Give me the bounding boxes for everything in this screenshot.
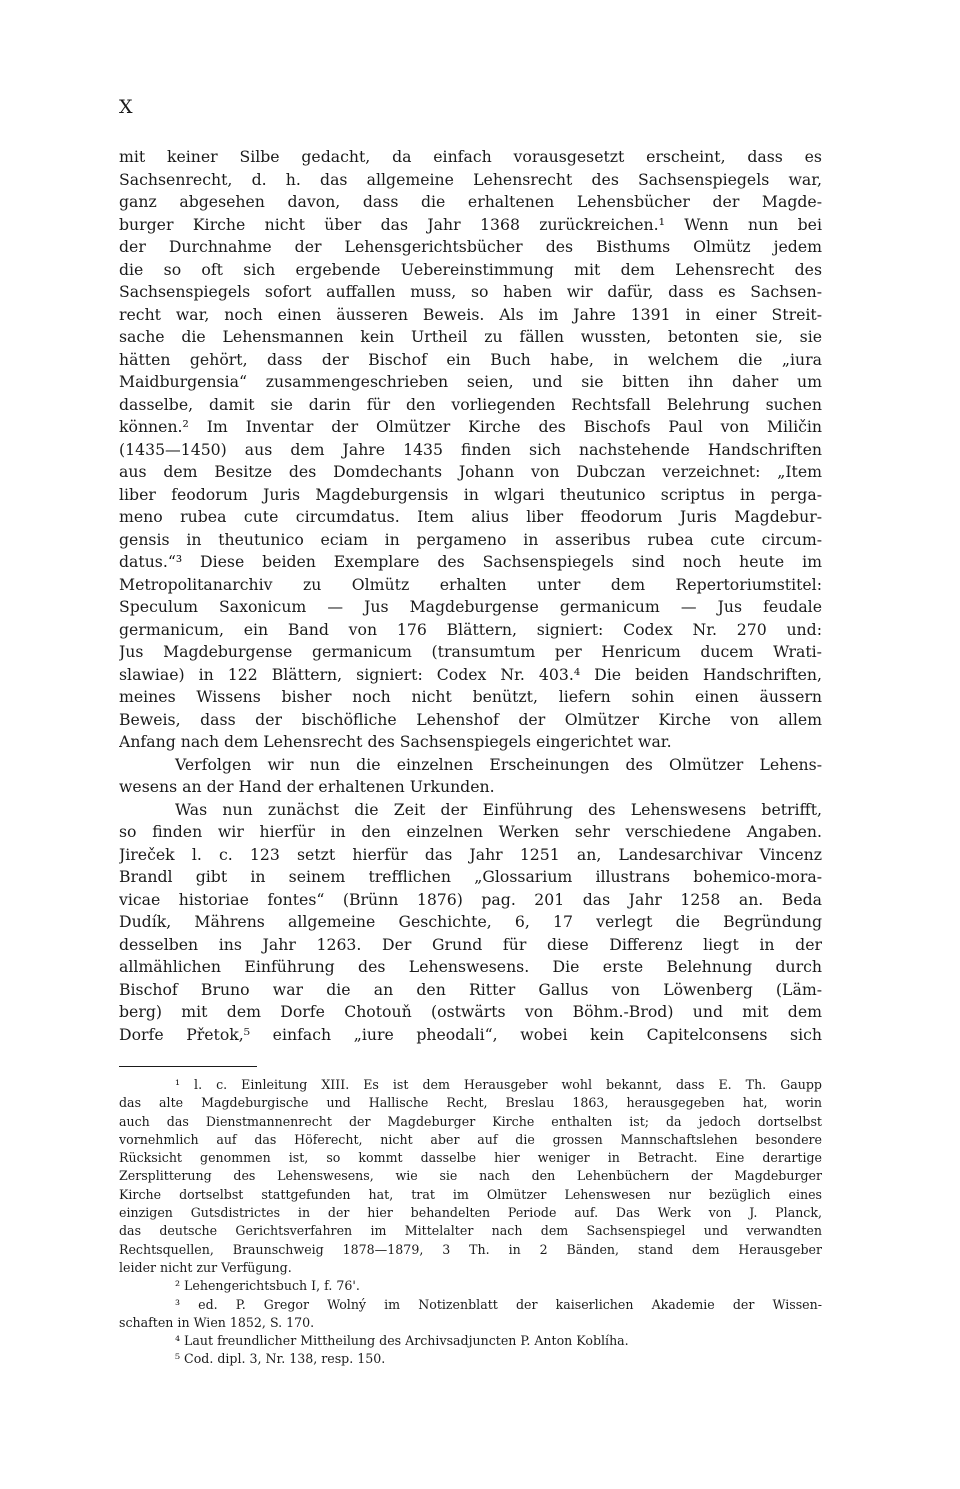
body-line: Beweis, dass der bischöfliche Lehenshof der Olmützer Kirche von allem [119, 709, 822, 729]
footnote-line: Zersplitterung des Lehenswesens, wie sie nach den Lehenbüchern der Magdeburger [119, 1168, 822, 1184]
body-line: Dorfe Přetok,⁵ einfach „iure pheodali“, wobei kein Capitelconsens sich [119, 1024, 822, 1044]
body-line: mit keiner Silbe gedacht, da einfach vorausgesetzt erscheint, dass es [119, 147, 822, 166]
body-line: meines Wissens bisher noch nicht benützt, liefern sohin einen äussern [119, 687, 822, 706]
footnote-line: ³ ed. P. Gregor Wolný im Notizenblatt der kaiserlichen Akademie der Wissen- [175, 1296, 822, 1312]
body-line: Brandl gibt in seinem trefflichen „Glossarium illustrans bohemico-mora- [119, 867, 822, 886]
body-line: Was nun zunächst die Zeit der Einführung des Lehenswesens betrifft, [175, 799, 822, 819]
body-line: Bischof Bruno war die an den Ritter Gallus von Löwenberg (Läm- [119, 979, 822, 999]
footnote-line: das alte Magdeburgische und Hallische Recht, Breslau 1863, herausgegeben hat, worin [119, 1095, 822, 1111]
body-line: Jireček l. c. 123 setzt hierfür das Jahr 1251 an, Landesarchivar Vincenz [119, 844, 822, 864]
body-line: (1435—1450) aus dem Jahre 1435 finden sich nachstehende Handschriften [119, 439, 822, 459]
body-line: aus dem Besitze des Domdechants Johann von Dubczan verzeichnet: „Item [119, 462, 822, 481]
body-line: Metropolitanarchiv zu Olmütz erhalten unter dem Repertoriumstitel: [119, 574, 822, 594]
body-line: desselben ins Jahr 1263. Der Grund für diese Differenz liegt in der [119, 934, 822, 954]
body-line: wesens an der Hand der erhaltenen Urkunden. [119, 777, 495, 796]
body-line: können.² Im Inventar der Olmützer Kirche des Bischofs Paul von Miličin [119, 417, 822, 436]
footnote-line: ¹ l. c. Einleitung XIII. Es ist dem Herausgeber wohl bekannt, dass E. Th. Gaupp [175, 1077, 822, 1092]
footnote-rule [119, 1066, 257, 1067]
body-line: gensis in theutunico eciam in pergameno in asseribus rubea cute circum- [119, 529, 822, 549]
body-line: Maidburgensia“ zusammengeschrieben seien, und sie bitten ihn daher um [119, 372, 822, 391]
body-line: recht war, noch einen äusseren Beweis. Als im Jahre 1391 in einer Streit- [119, 304, 822, 324]
footnote-line: ⁴ Laut freundlicher Mittheilung des Archivsadjuncten P. Anton Koblíha. [175, 1333, 629, 1349]
footnote-line: auch das Dienstmannenrecht der Magdeburger Kirche enthalten ist; da jedoch dortselbst [119, 1113, 822, 1129]
body-line: sache die Lehensmannen kein Urtheil zu fällen wussten, betonten sie, sie [119, 327, 822, 346]
footnotes [119, 1076, 822, 1369]
body-line: Dudík, Mährens allgemeine Geschichte, 6, 17 verlegt die Begründung [119, 912, 822, 931]
body-line: datus.“³ Diese beiden Exemplare des Sachsenspiegels sind noch heute im [119, 552, 822, 571]
footnote-line: vornehmlich auf das Höferecht, nicht aber auf die grossen Mannschaftslehen besondere [119, 1131, 822, 1147]
body-line: burger Kirche nicht über das Jahr 1368 zurückreichen.¹ Wenn nun bei [119, 214, 822, 234]
footnote-line: Rechtsquellen, Braunschweig 1878—1879, 3 Th. in 2 Bänden, stand dem Herausgeber [119, 1241, 822, 1257]
body-line: der Durchnahme der Lehensgerichtsbücher des Bisthums Olmütz jedem [119, 237, 822, 256]
body-line: Sachsenrecht, d. h. das allgemeine Lehensrecht des Sachsenspiegels war, [119, 169, 822, 189]
body-line: dasselbe, damit sie darin für den vorliegenden Rechtsfall Belehrung suchen [119, 394, 822, 414]
body-line: germanicum, ein Band von 176 Blättern, signiert: Codex Nr. 270 und: [119, 619, 822, 639]
body-line: Verfolgen wir nun die einzelnen Erscheinungen des Olmützer Lehens- [175, 754, 822, 774]
body-line: liber feodorum Juris Magdeburgensis in wlgari theutunico scriptus in perga- [119, 484, 822, 504]
footnote-line: schaften in Wien 1852, S. 170. [119, 1314, 315, 1330]
body-text [119, 146, 822, 1046]
body-line: Sachsenspiegels sofort auffallen muss, so haben wir dafür, dass es Sachsen- [119, 282, 822, 301]
body-line: Anfang nach dem Lehensrecht des Sachsenspiegels eingerichtet war. [119, 732, 672, 751]
body-line: Jus Magdeburgense germanicum (transumtum per Henricum ducem Wrati- [119, 642, 822, 661]
footnote-line: ⁵ Cod. dipl. 3, Nr. 138, resp. 150. [175, 1351, 386, 1367]
footnote-line: Kirche dortselbst stattgefunden hat, trat im Olmützer Lehenswesen nur bezüglich eines [119, 1186, 822, 1202]
body-line: meno rubea cute circumdatus. Item alius liber ffeodorum Juris Magdebur- [119, 507, 822, 526]
footnote-line: einzigen Gutsdistrictes in der hier behandelten Periode auf. Das Werk von J. Planck, [119, 1205, 822, 1221]
footnote-line: das deutsche Gerichtsverfahren im Mittelalter nach dem Sachsenspiegel und verwandten [119, 1223, 822, 1239]
body-line: hätten gehört, dass der Bischof ein Buch habe, in welchem die „iura [119, 349, 822, 369]
body-line: ganz abgesehen davon, dass die erhaltenen Lehensbücher der Magde- [119, 192, 822, 211]
body-line: allmählichen Einführung des Lehenswesens. Die erste Belehnung durch [119, 957, 822, 976]
footnote-line: Rücksicht genommen ist, so kommt dasselbe hier weniger in Betracht. Eine derartige [119, 1150, 822, 1166]
body-line: berg) mit dem Dorfe Chotouň (ostwärts von Böhm.-Brod) und mit dem [119, 1002, 822, 1021]
body-line: so finden wir hierfür in den einzelnen Werken sehr verschiedene Angaben. [119, 822, 822, 841]
body-line: vicae historiae fontes“ (Brünn 1876) pag. 201 das Jahr 1258 an. Beda [119, 889, 822, 909]
body-line: slawiae) in 122 Blättern, signiert: Codex Nr. 403.⁴ Die beiden Handschriften, [119, 664, 822, 684]
body-line: die so oft sich ergebende Uebereinstimmung mit dem Lehensrecht des [119, 259, 822, 279]
page-number: X [119, 96, 133, 118]
body-line: Speculum Saxonicum — Jus Magdeburgense germanicum — Jus feudale [119, 597, 822, 616]
footnote-line: ² Lehengerichtsbuch I, f. 76'. [175, 1278, 360, 1294]
footnote-line: leider nicht zur Verfügung. [119, 1259, 292, 1275]
